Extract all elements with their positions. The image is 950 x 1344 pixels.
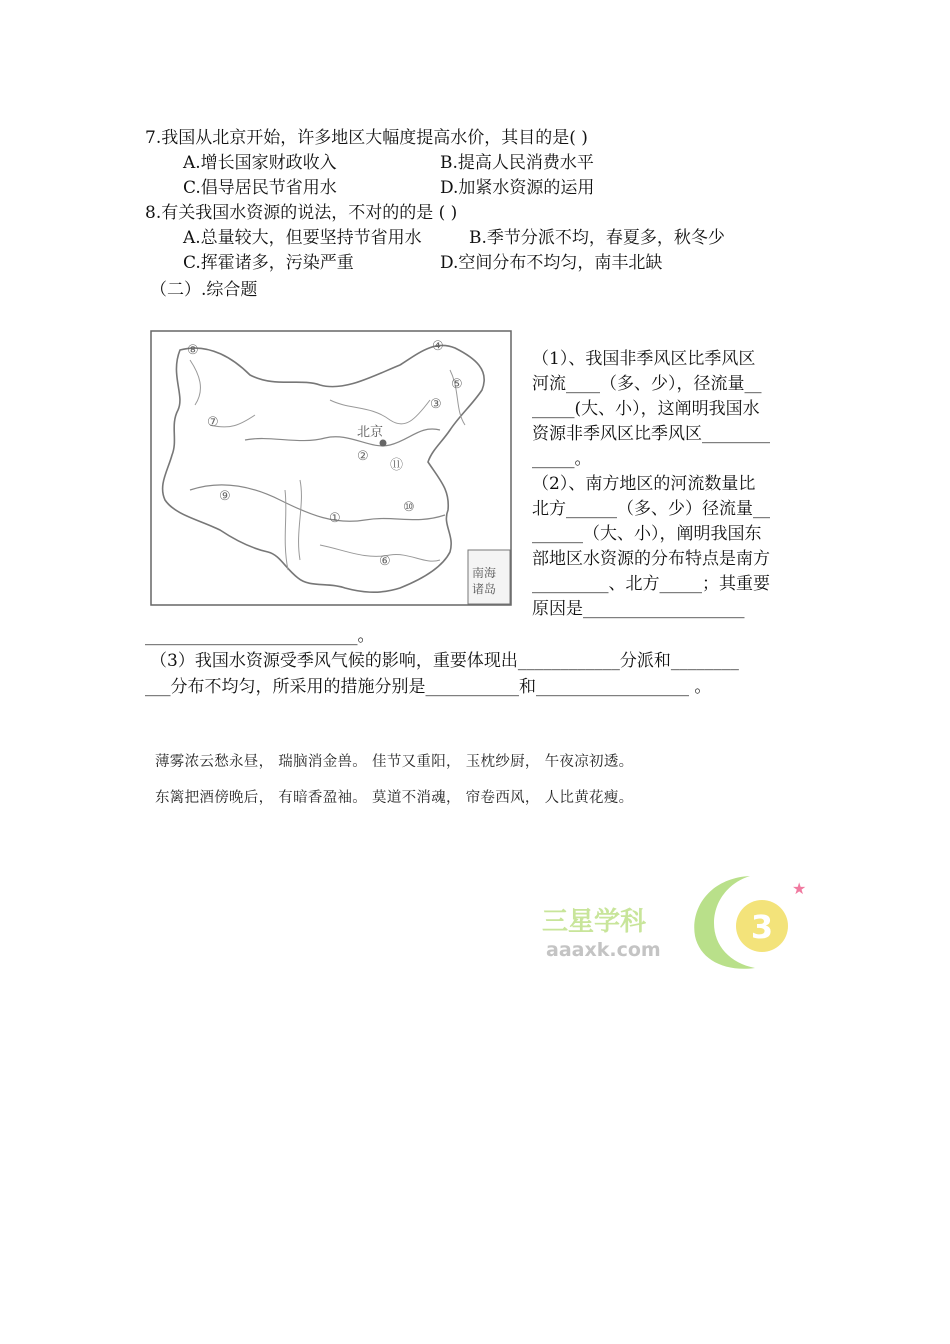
map-questions-text xyxy=(532,347,770,622)
right-line: _________、北方_____；其重要 xyxy=(532,574,770,594)
map-marker-10: ⑩ xyxy=(403,500,415,515)
star-icon: ★ xyxy=(792,879,807,898)
right-line: 部地区水资源的分布特点是南方 xyxy=(532,549,770,569)
right-line: 北方______（多、少）径流量__ xyxy=(532,499,770,519)
map-inset-label-1: 南海 xyxy=(472,566,497,580)
map-marker-3: ③ xyxy=(430,397,442,412)
map-marker-7: ⑦ xyxy=(207,415,219,430)
map-marker-9: ⑨ xyxy=(219,489,231,504)
right-line: （2）、南方地区的河流数量比 xyxy=(532,474,756,494)
q7-option-d: D.加紧水资源的运用 xyxy=(440,178,595,198)
q7-option-a: A.增长国家财政收入 xyxy=(183,153,337,173)
q7-option-c: C.倡导居民节省用水 xyxy=(183,178,337,198)
map-marker-6: ⑥ xyxy=(379,554,391,569)
q7-option-b: B.提高人民消费水平 xyxy=(440,153,594,173)
poem-line-2: 东篱把酒傍晚后， 有暗香盈袖。 莫道不消魂， 帘卷西风， 人比黄花瘦。 xyxy=(155,790,634,806)
map-city-beijing: 北京 xyxy=(357,425,384,440)
right-line: 资源非季风区比季风区________ xyxy=(532,424,770,444)
china-river-map xyxy=(150,330,512,606)
q8-option-a: A.总量较大，但要坚持节省用水 xyxy=(183,228,422,248)
question-7-stem: 7.我国从北京开始，许多地区大幅度提高水价，其目的是( ) xyxy=(145,128,588,148)
map-marker-11: ⑪ xyxy=(390,458,404,473)
logo-chinese-text: 三星学科 xyxy=(542,907,647,937)
q3-line-1: （3）我国水资源受季风气候的影响，重要体现出____________分派和________ xyxy=(150,651,739,671)
q3-line-2: ___分布不均匀，所采用的措施分别是___________和__________________ 。 xyxy=(145,677,712,697)
section-title: （二）.综合题 xyxy=(150,280,258,300)
map-marker-1: ① xyxy=(329,511,341,526)
right-line: _____。 xyxy=(532,449,592,469)
right-line: ______（大、小），阐明我国东 xyxy=(532,524,762,544)
q8-option-b: B.季节分派不均，春夏多，秋冬少 xyxy=(469,228,725,248)
poem-line-1: 薄雾浓云愁永昼， 瑞脑消金兽。 佳节又重阳， 玉枕纱厨， 午夜凉初透。 xyxy=(155,754,634,770)
logo-badge-number: 3 xyxy=(750,908,774,946)
map-marker-5: ⑤ xyxy=(451,377,463,392)
q8-option-d: D.空间分布不均匀，南丰北缺 xyxy=(440,253,663,273)
q8-option-c: C.挥霍诸多，污染严重 xyxy=(183,253,354,273)
question-8-stem: 8.有关我国水资源的说法，不对的的是 ( ) xyxy=(145,203,458,223)
right-line: 原因是___________________ xyxy=(532,599,745,619)
right-line: _____(大、小），这阐明我国水 xyxy=(532,399,760,419)
right-line: （1）、我国非季风区比季风区 xyxy=(532,349,756,369)
map-marker-2: ② xyxy=(357,449,369,464)
continuation-line: _________________________。 xyxy=(145,626,375,646)
map-marker-4: ④ xyxy=(432,339,444,354)
map-inset-label-2: 诸岛 xyxy=(472,582,497,596)
logo-domain: aaaxk.com xyxy=(546,939,661,961)
map-marker-8: ⑧ xyxy=(187,343,199,358)
site-logo xyxy=(540,868,810,978)
right-line: 河流____（多、少），径流量__ xyxy=(532,374,762,394)
